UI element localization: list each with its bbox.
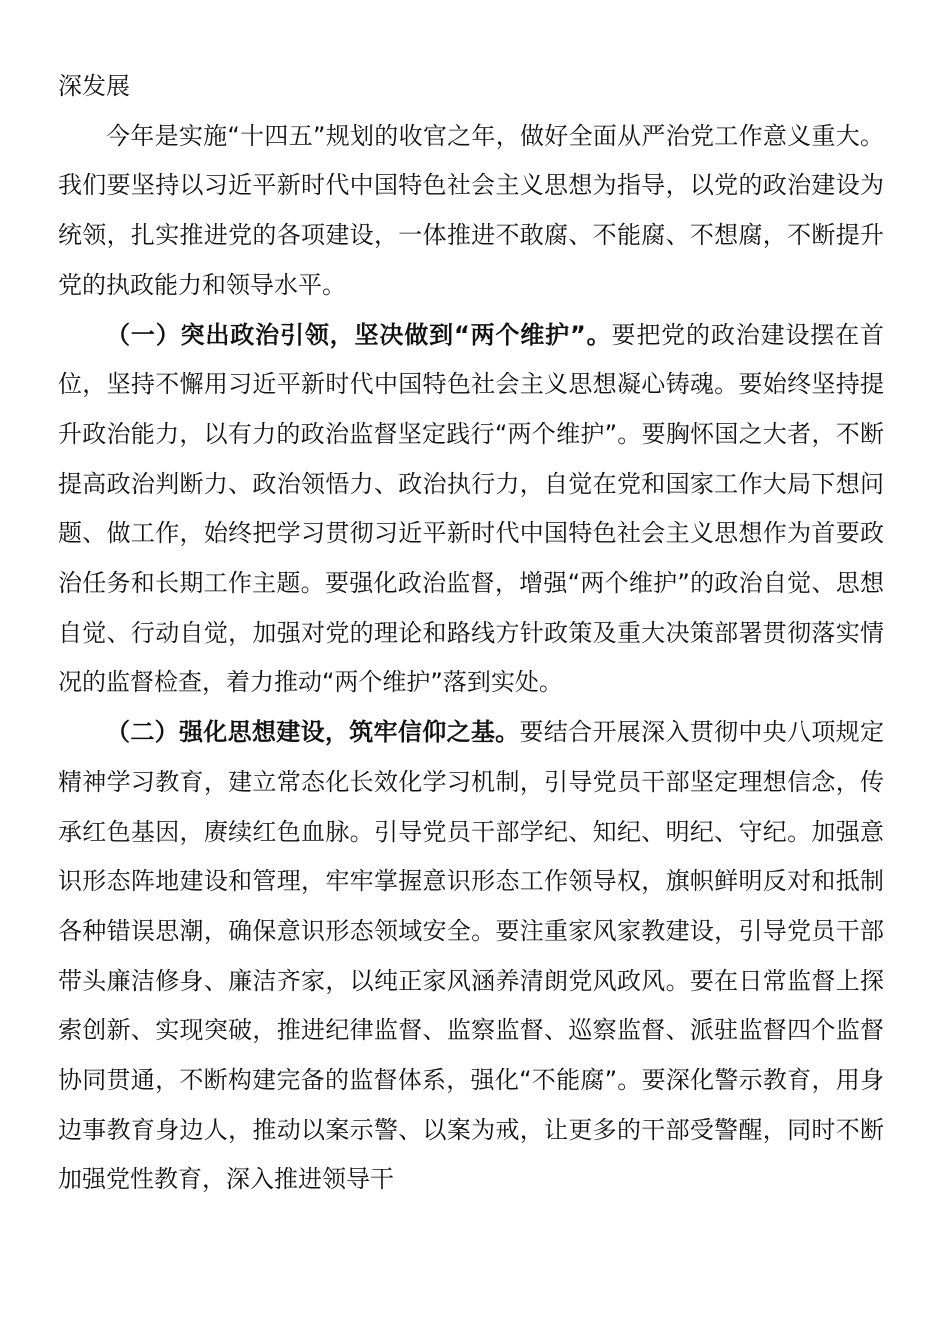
intro-paragraph: 今年是实施“十四五”规划的收官之年，做好全面从严治党工作意义重大。我们要坚持以习近平新时代中国特色社会主义思想为指导，以党的政治建设为统领，扎实推进党的各项建设，一体推进不敢腐、不能腐、不想腐，不断提升党的执政能力和领导水平。 (58, 121, 884, 299)
section-paragraph-1 (58, 311, 884, 709)
continued-line: 深发展 (58, 72, 130, 100)
section-body-2: 要结合开展深入贯彻中央八项规定精神学习教育，建立常态化长效化学习机制，引导党员干部坚定理想信念，传承红色基因，赓续红色血脉。引导党员干部学纪、知纪、明纪、守纪。加强意识形态阵地建设和管理，牢牢掌握意识形态工作领导权，旗帜鲜明反对和抵制各种错误思潮，确保意识形态领域安全。要注重家风家教建设，引导党员干部带头廉洁修身、廉洁齐家，以纯正家风涵养清朗党风政风。要在日常监督上探索创新、实现突破，推进纪律监督、监察监督、巡察监督、派驻监督四个监督协同贯通，不断构建完备的监督体系，强化“不能腐”。要深化警示教育，用身边事教育身边人，推动以案示警、以案为戒，让更多的干部受警醒，同时不断加强党性教育，深入推进领导干 (58, 718, 884, 1194)
document-page (58, 62, 884, 1205)
section-paragraph-2 (58, 708, 884, 1205)
section-body-1: 要把党的政治建设摆在首位，坚持不懈用习近平新时代中国特色社会主义思想凝心铸魂。要始终坚持提升政治能力，以有力的政治监督坚定践行“两个维护”。要胸怀国之大者，不断提高政治判断力、政治领悟力、政治执行力，自觉在党和国家工作大局下想问题、做工作，始终把学习贯彻习近平新时代中国特色社会主义思想作为首要政治任务和长期工作主题。要强化政治监督，增强“两个维护”的政治自觉、思想自觉、行动自觉，加强对党的理论和路线方针政策及重大决策部署贯彻落实情况的监督检查，着力推动“两个维护”落到实处。 (58, 320, 885, 697)
section-heading-1: （一）突出政治引领，坚决做到“两个维护”。 (106, 320, 612, 349)
section-heading-2: （二）强化思想建设，筑牢信仰之基。 (106, 718, 520, 747)
